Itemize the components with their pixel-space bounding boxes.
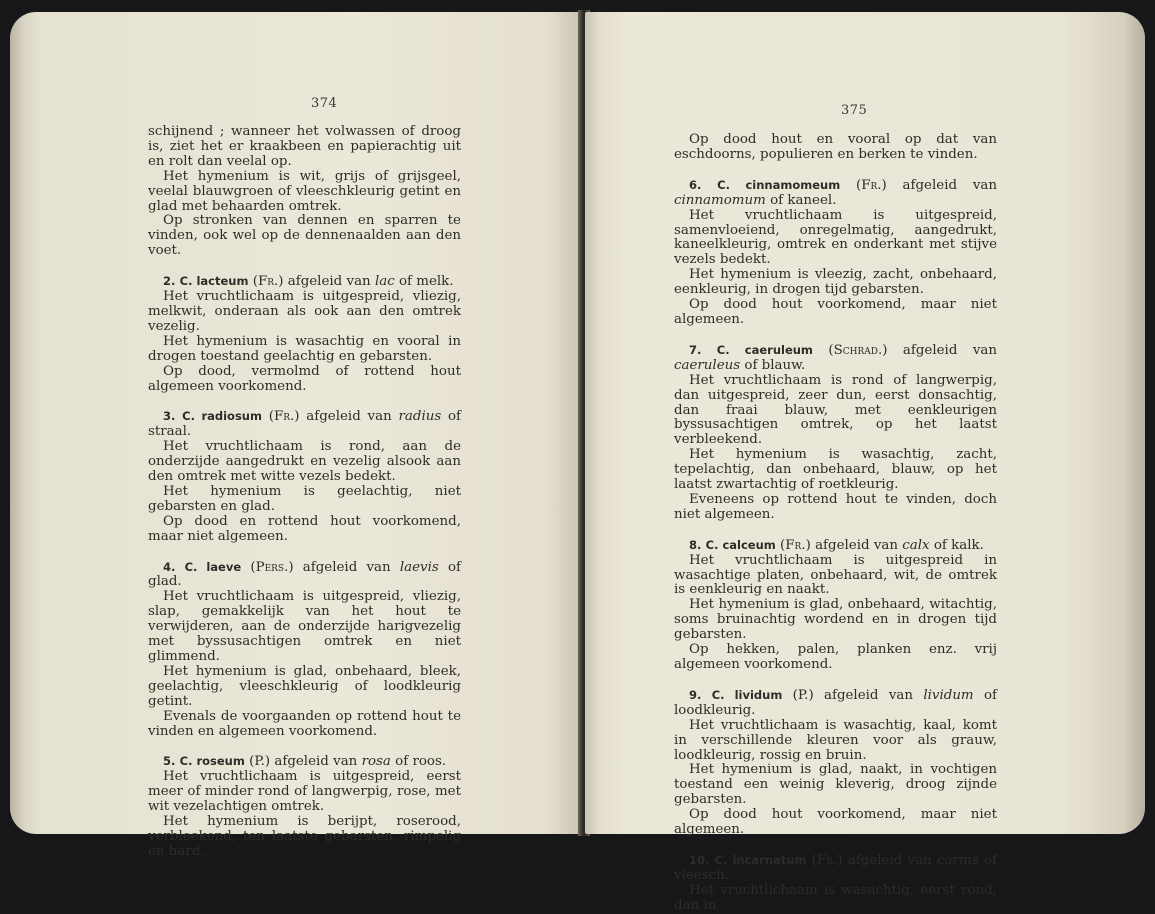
paragraph: schijnend ; wanneer het volwassen of droog is, ziet het er kraakbeen en papierachtig uit en rolt dan veelal op. xyxy=(148,124,461,169)
paragraph: Op dood hout voorkomend, maar niet algemeen. xyxy=(674,807,997,838)
species-name: C. lacteum xyxy=(179,274,249,289)
paragraph: Evenals de voorgaanden op rottend hout te vinden en algemeen voorkomend. xyxy=(148,708,461,739)
latin-term: carnis xyxy=(937,852,979,868)
derivation-text: afgeleid van xyxy=(902,177,997,193)
paragraph: Het vruchtlichaam is uitgespreid, eerst meer of minder rond of langwerpig, rose, met wit vezelachtigen omtrek. xyxy=(148,769,461,815)
species-name: C. incarnatum xyxy=(714,852,807,867)
term-meaning: of kalk. xyxy=(933,537,984,553)
paragraph: Het hymenium is berijpt, roserood, verbleekend, ten laatste gebarsten, rimpelig en hard. xyxy=(148,814,461,859)
latin-term: radius xyxy=(398,409,442,425)
section-spacer xyxy=(148,545,461,560)
term-meaning: of loodkleurig. xyxy=(674,687,997,718)
paragraph: Op dood en rottend hout voorkomend, maar niet algemeen. xyxy=(148,513,461,544)
paragraph: Het hymenium is vleezig, zacht, onbehaard, eenkleurig, in drogen tijd gebarsten. xyxy=(674,267,997,298)
paragraph: Het vruchtlichaam is wasachtig, kaal, komt in verschillende kleuren voor als grauw, loodkleurig, rossig en bruin. xyxy=(674,717,997,763)
paragraph: Het vruchtlichaam is uitgespreid, samenvloeiend, onregelmatig, aangedrukt, kaneelkleurig, omtrek en onderkant met stijve vezels bedekt. xyxy=(674,207,997,268)
species-heading: 5. C. roseum (P.) afgeleid van rosa of roos. xyxy=(163,754,447,770)
term-meaning: of melk. xyxy=(398,274,454,290)
paragraph: Het vruchtlichaam is wasachtig, eerst rond, dan in xyxy=(674,882,997,913)
latin-term: lividum xyxy=(923,687,974,703)
species-heading: 7. C. caeruleum (Schrad.) afgeleid van caeruleus of blauw. xyxy=(674,342,997,373)
paragraph: Het hymenium is glad, onbehaard, bleek, geelachtig, vleeschkleurig of loodkleurig getint. xyxy=(148,663,461,709)
paragraph: Het hymenium is glad, onbehaard, witachtig, soms bruinachtig wordend en in drogen tijd gebarsten. xyxy=(674,597,997,643)
section-spacer xyxy=(148,259,461,274)
species-heading: 9. C. lividum (P.) afgeleid van lividum of loodkleurig. xyxy=(674,687,997,718)
species-author: Fr. xyxy=(785,537,806,553)
section-spacer xyxy=(674,523,997,538)
section-spacer xyxy=(148,739,461,754)
species-author: Fr. xyxy=(273,409,295,425)
species-name: C. lividum xyxy=(711,687,783,702)
derivation-text: afgeleid van xyxy=(302,559,391,575)
species-number: 3. xyxy=(163,409,176,424)
derivation-text: afgeleid van xyxy=(847,852,932,868)
paragraph: Op dood hout en vooral op dat van eschdoorns, populieren en berken te vinden. xyxy=(674,132,997,162)
term-meaning: of vleesch. xyxy=(674,852,998,883)
latin-term: caeruleus xyxy=(674,357,741,373)
species-number: 5. xyxy=(163,754,176,769)
paragraph: Het vruchtlichaam is uitgespreid in wasachtige platen, onbehaard, wit, de omtrek is eenkleurig en naakt. xyxy=(674,552,997,598)
derivation-text: afgeleid van xyxy=(815,537,898,553)
derivation-text: afgeleid van xyxy=(902,342,997,358)
section-spacer xyxy=(674,328,997,343)
term-meaning: of kaneel. xyxy=(770,192,837,208)
section-spacer xyxy=(148,394,461,409)
species-heading: 6. C. cinnamomeum (Fr.) afgeleid van cinnamomum of kaneel. xyxy=(674,177,997,208)
derivation-text: afgeleid van xyxy=(824,687,913,703)
latin-term: calx xyxy=(902,537,930,553)
species-number: 2. xyxy=(163,274,176,289)
section-spacer xyxy=(674,673,997,688)
latin-term: rosa xyxy=(361,754,391,770)
species-heading: 3. C. radiosum (Fr.) afgeleid van radius of straal. xyxy=(148,409,462,440)
species-name: C. radiosum xyxy=(182,409,262,424)
paragraph: Het hymenium is wasachtig, zacht, tepelachtig, dan onbehaard, blauw, op het laatst zwartachtig of roetkleurig. xyxy=(674,447,997,493)
species-number: 8. xyxy=(689,537,702,552)
paragraph: Het hymenium is wit, grijs of grijsgeel, veelal blauwgroen of vleeschkleurig getint en glad met behaarden omtrek. xyxy=(148,168,461,214)
species-number: 7. xyxy=(689,342,702,357)
species-name: C. roseum xyxy=(179,754,245,769)
term-meaning: of straal. xyxy=(148,409,462,440)
latin-term: laevis xyxy=(399,559,439,575)
paragraph: Het hymenium is glad, naakt, in vochtigen toestand een weinig kleverig, droog zijnde gebarsten. xyxy=(674,762,997,808)
paragraph: Eveneens op rottend hout te vinden, doch niet algemeen. xyxy=(674,491,997,522)
paragraph: Het vruchtlichaam is rond of langwerpig, dan uitgespreid, zeer dun, eerst donsachtig, dan fraai blauw, met eenkleurigen byssusachtigen omtrek, op het laatst verbleekend. xyxy=(674,372,997,448)
species-author: Fr. xyxy=(816,852,838,868)
species-name: C. laeve xyxy=(184,559,242,574)
species-number: 6. xyxy=(689,177,702,192)
derivation-text: afgeleid van xyxy=(287,274,371,290)
page-text xyxy=(148,125,461,860)
term-meaning: of glad. xyxy=(148,559,461,590)
species-name: C. caeruleum xyxy=(716,342,813,357)
species-heading: 4. C. laeve (Pers.) afgeleid van laevis of glad. xyxy=(148,559,461,590)
page-number: 375 xyxy=(841,103,868,118)
section-spacer xyxy=(674,163,997,178)
species-heading: 10. C. incarnatum (Fr.) afgeleid van carnis of vleesch. xyxy=(674,852,998,883)
species-name: C. calceum xyxy=(705,537,776,552)
paragraph: Het vruchtlichaam is uitgespreid, vliezig, slap, gemakkelijk van het hout te verwijderen, aan de onderzijde harigvezelig met byssusachtigen omtrek en niet glimmend. xyxy=(148,589,461,664)
page-text xyxy=(674,133,997,914)
species-author: Fr. xyxy=(257,274,279,290)
right-page xyxy=(585,12,1145,913)
left-page xyxy=(10,12,582,859)
species-heading: 2. C. lacteum (Fr.) afgeleid van lac of melk. xyxy=(163,274,454,290)
page-number: 374 xyxy=(311,96,338,111)
species-number: 4. xyxy=(163,559,176,574)
term-meaning: of blauw. xyxy=(744,357,806,373)
latin-term: lac xyxy=(374,274,395,290)
species-author: P. xyxy=(797,687,809,703)
latin-term: cinnamomum xyxy=(674,192,766,208)
paragraph: Het hymenium is geelachtig, niet gebarsten en glad. xyxy=(148,483,461,514)
species-author: Pers. xyxy=(255,559,289,575)
term-meaning: of roos. xyxy=(395,754,447,770)
section-spacer xyxy=(674,838,997,853)
paragraph: Het hymenium is wasachtig en vooral in drogen toestand geelachtig en gebarsten. xyxy=(148,333,461,364)
paragraph: Op hekken, palen, planken enz. vrij algemeen voorkomend. xyxy=(674,642,997,672)
paragraph: Het vruchtlichaam is uitgespreid, vliezig, melkwit, onderaan als ook aan den omtrek vezelig. xyxy=(148,289,461,334)
species-heading: 8. C. calceum (Fr.) afgeleid van calx of kalk. xyxy=(689,537,984,553)
species-author: P. xyxy=(254,754,265,770)
derivation-text: afgeleid van xyxy=(306,409,392,425)
paragraph: Op dood hout voorkomend, maar niet algemeen. xyxy=(674,297,997,327)
species-author: Schrad. xyxy=(833,342,883,358)
paragraph: Het vruchtlichaam is rond, aan de onderzijde aangedrukt en vezelig alsook aan den omtrek met witte vezels bedekt. xyxy=(148,439,461,485)
paragraph: Op stronken van dennen en sparren te vinden, ook wel op de dennenaalden aan den voet. xyxy=(148,213,461,259)
species-author: Fr. xyxy=(861,177,882,193)
paragraph: Op dood, vermolmd of rottend hout algemeen voorkomend. xyxy=(148,363,461,394)
derivation-text: afgeleid van xyxy=(274,754,358,770)
species-name: C. cinnamomeum xyxy=(717,177,841,192)
species-number: 9. xyxy=(689,687,702,702)
species-number: 10. xyxy=(689,852,710,867)
